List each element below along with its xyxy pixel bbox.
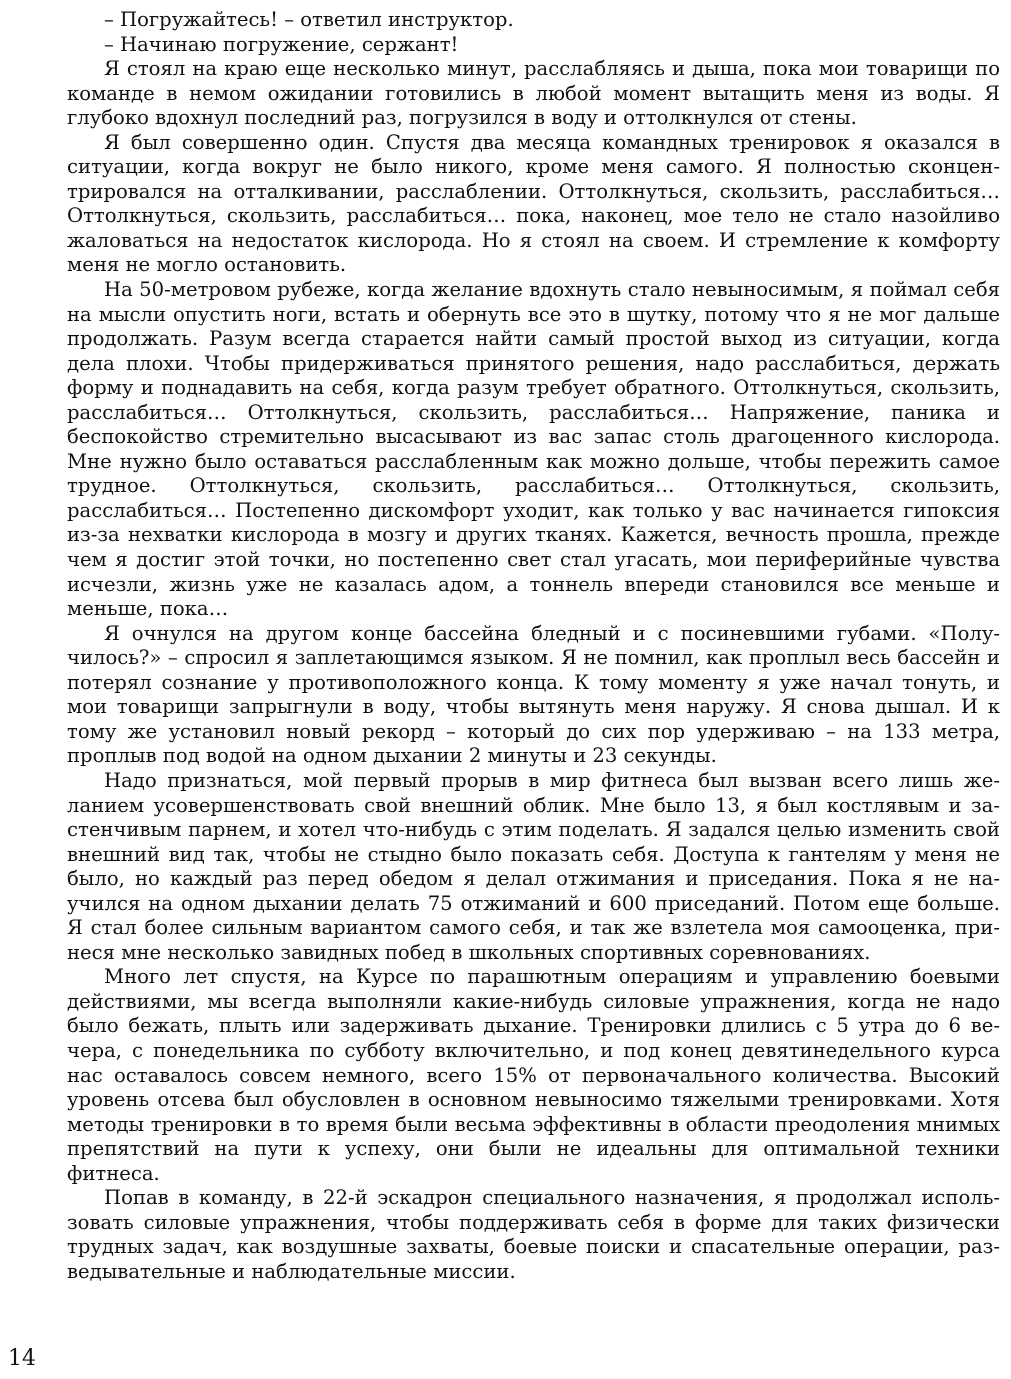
page-body-text bbox=[67, 8, 1000, 1284]
paragraph-9: Попав в команду, в 22-й эскадрон специального назначения, я продолжал использовать силовые упражнения, чтобы поддерживать себя в форме для таких физически трудных задач, как воздушные захваты, боевые поиски и спасательные операции, разведывательные и наблюдательные миссии. bbox=[67, 1186, 1000, 1283]
paragraph-4: Я был совершенно один. Спустя два месяца командных тренировок я оказался в ситуации, когда вокруг не было никого, кроме меня самого. Я полностью сконцентрировался на отталкивании, расслаблении. Оттолкнуться, скользить, расслабиться… Оттолкнуться, скользить, расслабиться… пока, наконец, мое тело не стало назойливо жаловаться на недостаток кислорода. Но я стоял на своем. И стремление к комфорту меня не могло остановить. bbox=[67, 130, 1000, 277]
paragraph-8: Много лет спустя, на Курсе по парашютным операциям и управлению боевыми действиями, мы всегда выполняли какие-нибудь силовые упражнения, когда не надо было бежать, плыть или задерживать дыхание. Тренировки длились с 5 утра до 6 вечера, с понедельника по субботу включительно, и под конец девятинедельного курса нас оставалось совсем немного, всего 15% от первоначального количества. Высокий уровень отсева был обусловлен в основном невыносимо тяжелыми тренировками. Хотя методы тренировки в то время были весьма эффективны в области преодоления мнимых препятствий на пути к успеху, они были не идеальны для оптимальной техники фитнеса. bbox=[67, 965, 1000, 1185]
paragraph-6: Я очнулся на другом конце бассейна бледный и с посиневшими губами. «Получилось?» – спросил я заплетающимся языком. Я не помнил, как проплыл весь бассейн и потерял сознание у противоположного конца. К тому моменту я уже начал тонуть, и мои товарищи запрыгнули в воду, чтобы вытянуть меня наружу. Я снова дышал. И к тому же установил новый рекорд – который до сих пор удерживаю – на 133 метра, проплыв под водой на одном дыхании 2 минуты и 23 секунды. bbox=[67, 621, 1000, 768]
paragraph-7: Надо признаться, мой первый прорыв в мир фитнеса был вызван всего лишь желанием усовершенствовать свой внешний облик. Мне было 13, я был костлявым и застенчивым парнем, и хотел что-нибудь с этим поделать. Я задался целью изменить свой внешний вид так, чтобы не стыдно было показать себя. Доступа к гантелям у меня не было, но каждый раз перед обедом я делал отжимания и приседания. Пока я не научился на одном дыхании делать 75 отжиманий и 600 приседаний. Потом еще больше. Я стал более сильным вариантом самого себя, и так же взлетела моя самооценка, принеся мне несколько завидных побед в школьных спортивных соревнованиях. bbox=[67, 768, 1000, 964]
paragraph-5: На 50-метровом рубеже, когда желание вдохнуть стало невыносимым, я поймал себя на мысли опустить ноги, встать и обернуть все это в шутку, потому что я не мог дальше продолжать. Разум всегда старается найти самый простой выход из ситуации, когда дела плохи. Чтобы придерживаться принятого решения, надо расслабиться, держать форму и поднадавить на себя, когда разум требует обратного. Оттолкнуться, скользить, расслабиться… Оттолкнуться, скользить, расслабиться… Напряжение, паника и беспокойство стремительно высасывают из вас запас столь драгоценного кислорода. Мне нужно было оставаться расслабленным как можно дольше, чтобы пережить самое трудное. Оттолкнуться, скользить, расслабиться… Оттолкнуться, скользить, расслабиться… Постепенно дискомфорт уходит, как только у вас начинается гипоксия из-за нехватки кислорода в мозгу и других тканях. Кажется, вечность прошла, прежде чем я достиг этой точки, но постепенно свет стал угасать, мои периферийные чувства исчезли, жизнь уже не казалась адом, а тоннель впереди становился все меньше и меньше, пока… bbox=[67, 278, 1000, 621]
paragraph-3: Я стоял на краю еще несколько минут, расслабляясь и дыша, пока мои товарищи по команде в немом ожидании готовились в любой момент вытащить меня из воды. Я глубоко вдохнул последний раз, погрузился в воду и оттолкнулся от стены. bbox=[67, 57, 1000, 130]
page-number: 14 bbox=[8, 1346, 36, 1371]
paragraph-2: – Начинаю погружение, сержант! bbox=[104, 32, 459, 56]
paragraph-1: – Погружайтесь! – ответил инструктор. bbox=[104, 8, 514, 31]
